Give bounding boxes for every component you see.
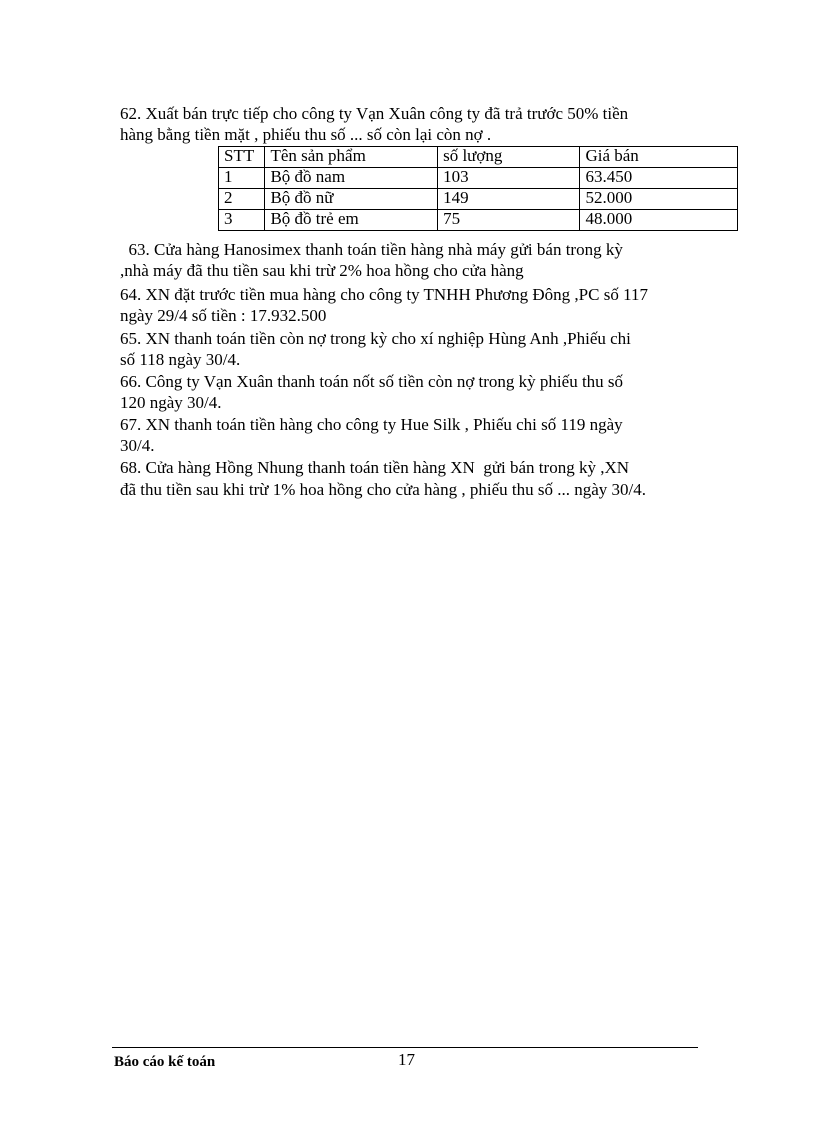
header-stt: STT bbox=[219, 147, 265, 168]
header-product-name: Tên sản phẩm bbox=[265, 147, 438, 168]
table-cell: Bộ đồ nam bbox=[265, 168, 438, 189]
table-cell: 63.450 bbox=[580, 168, 738, 189]
paragraph-64-line-2: ngày 29/4 số tiền : 17.932.500 bbox=[120, 306, 327, 325]
table-cell: Bộ đồ trẻ em bbox=[265, 210, 438, 231]
table-cell: 75 bbox=[438, 210, 580, 231]
products-table bbox=[218, 146, 738, 231]
table-row bbox=[219, 189, 738, 210]
footer-title: Báo cáo kế toán bbox=[114, 1054, 216, 1070]
table-row bbox=[219, 210, 738, 231]
paragraph-67-line-2: 30/4. bbox=[120, 436, 155, 455]
paragraph-66-line-1: 66. Công ty Vạn Xuân thanh toán nốt số tiền còn nợ trong kỳ phiếu thu số bbox=[120, 372, 624, 391]
table-cell: 2 bbox=[219, 189, 265, 210]
paragraph-63-line-2: ,nhà máy đã thu tiền sau khi trừ 2% hoa hồng cho cửa hàng bbox=[120, 261, 524, 280]
page-number: 17 bbox=[398, 1050, 415, 1069]
header-quantity: số lượng bbox=[438, 147, 580, 168]
table-header-row bbox=[219, 147, 738, 168]
paragraph-68-line-1: 68. Cửa hàng Hồng Nhung thanh toán tiền hàng XN gửi bán trong kỳ ,XN bbox=[120, 458, 629, 477]
table-cell: 48.000 bbox=[580, 210, 738, 231]
paragraph-65-line-1: 65. XN thanh toán tiền còn nợ trong kỳ cho xí nghiệp Hùng Anh ,Phiếu chi bbox=[120, 329, 631, 348]
paragraph-63-line-1: 63. Cửa hàng Hanosimex thanh toán tiền hàng nhà máy gửi bán trong kỳ bbox=[120, 240, 623, 259]
paragraph-64-line-1: 64. XN đặt trước tiền mua hàng cho công ty TNHH Phương Đông ,PC số 117 bbox=[120, 285, 648, 304]
table-cell: 103 bbox=[438, 168, 580, 189]
paragraph-66-line-2: 120 ngày 30/4. bbox=[120, 393, 222, 412]
table-row bbox=[219, 168, 738, 189]
table-cell: 52.000 bbox=[580, 189, 738, 210]
table-cell: 3 bbox=[219, 210, 265, 231]
paragraph-65-line-2: số 118 ngày 30/4. bbox=[120, 350, 241, 369]
footer-divider bbox=[112, 1047, 698, 1048]
paragraph-62-line-2: hàng bằng tiền mặt , phiếu thu số ... số còn lại còn nợ . bbox=[120, 125, 492, 144]
paragraph-67-line-1: 67. XN thanh toán tiền hàng cho công ty Hue Silk , Phiếu chi số 119 ngày bbox=[120, 415, 623, 434]
paragraph-62-line-1: 62. Xuất bán trực tiếp cho công ty Vạn Xuân công ty đã trả trước 50% tiền bbox=[120, 104, 629, 123]
table-cell: 149 bbox=[438, 189, 580, 210]
paragraph-68-line-2: đã thu tiền sau khi trừ 1% hoa hồng cho cửa hàng , phiếu thu số ... ngày 30/4. bbox=[120, 480, 646, 499]
table-cell: 1 bbox=[219, 168, 265, 189]
table-cell: Bộ đồ nữ bbox=[265, 189, 438, 210]
header-price: Giá bán bbox=[580, 147, 738, 168]
